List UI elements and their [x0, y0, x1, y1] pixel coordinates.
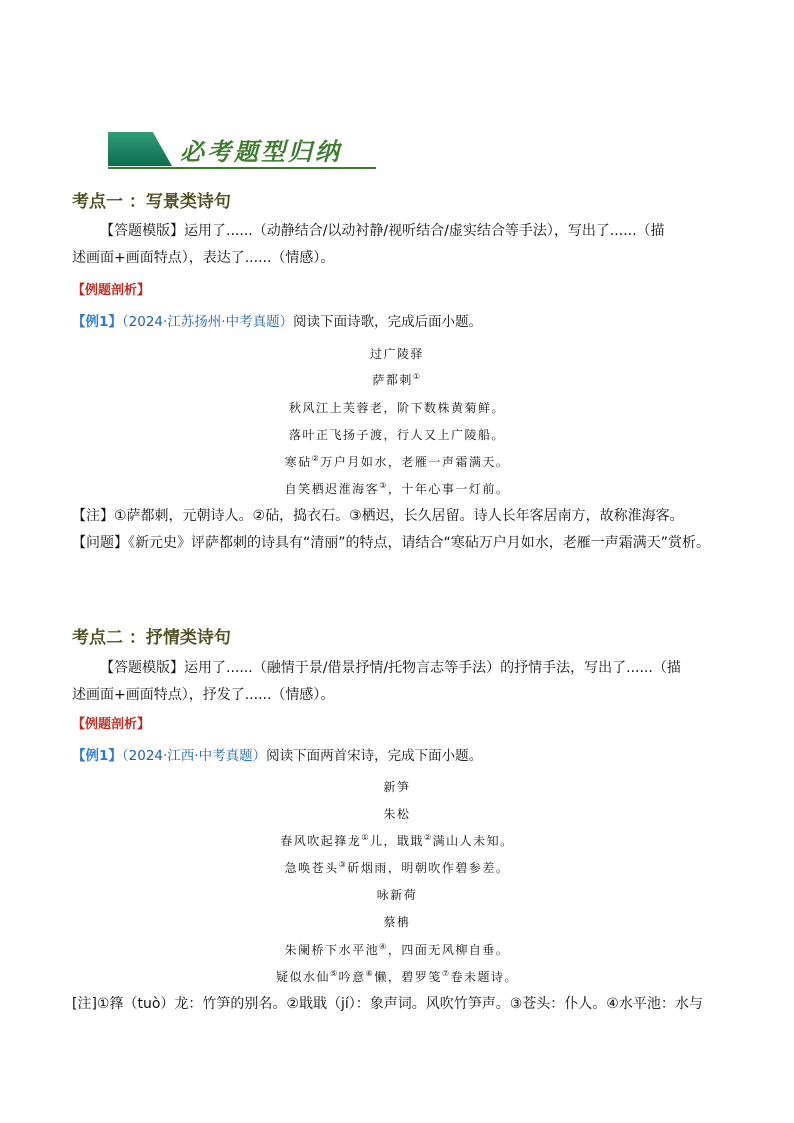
example-text: 阅读下面两首宋诗，完成下面小题。 — [266, 748, 483, 764]
template-line2: 述画面+画面特点），表达了......（情感）。 — [72, 250, 335, 266]
section2-note: [注]①箨（tuò）龙：竹笋的别名。②戢戢（jí）：象声词。风吹竹笋声。③苍头：仆人。④水平池：水与 — [72, 996, 703, 1012]
template-line1: 运用了......（融情于景/借景抒情/托物言志等手法）的抒情手法，写出了......（描 — [184, 660, 681, 676]
banner-shape — [108, 132, 172, 166]
poem1-author: 朱松 — [383, 807, 411, 821]
poem-author: 萨都刺① — [372, 372, 422, 387]
section2-template — [72, 655, 722, 709]
template-line1: 运用了......（动静结合/以动衬静/视听结合/虚实结合等手法），写出了......（描 — [184, 223, 665, 239]
example-source: （2024·江西·中考真题） — [121, 748, 267, 764]
banner-underline — [108, 167, 376, 169]
section1-note: 【注】①萨都刺，元朝诗人。②砧，捣衣石。③栖迟，长久居留。诗人长年客居南方，故称淮海客。 — [72, 508, 684, 524]
section1-question: 【问题】《新元史》评萨都刺的诗具有“清丽”的特点，请结合“寒砧万户月如水，老雁一声霜满天”赏析。 — [72, 535, 711, 551]
banner-title: 必考题型归纳 — [180, 137, 342, 166]
poem-line: 春风吹起箨龙①儿，戢戢②满山人未知。 — [280, 833, 514, 848]
example-tag: 【例1】 — [72, 748, 122, 764]
section1-heading: 考点一 ：写景类诗句 — [72, 192, 231, 212]
example-text: 阅读下面诗歌，完成后面小题。 — [293, 314, 483, 330]
template-label: 【答题模版】 — [100, 223, 184, 239]
poem-line: 自笑栖迟淮海客③，十年心事一灯前。 — [284, 481, 510, 496]
poem-line: 落叶正飞扬子渡，行人又上广陵船。 — [288, 428, 505, 442]
poem2-title: 咏新荷 — [376, 888, 418, 902]
poem-line: 朱阑桥下水平池④，四面无风柳自垂。 — [284, 942, 510, 957]
poem-line: 寒砧②万户月如水，老雁一声霜满天。 — [284, 454, 510, 469]
template-line2: 述画面+画面特点），抒发了......（情感）。 — [72, 687, 335, 703]
poem-title: 过广陵驿 — [369, 347, 424, 361]
poem2-author: 蔡柟 — [383, 915, 411, 929]
example-tag: 【例1】 — [72, 314, 122, 330]
section-banner — [108, 130, 376, 172]
template-label: 【答题模版】 — [100, 660, 184, 676]
section1-analysis-label: 【例题剖析】 — [72, 283, 151, 298]
section2-example — [72, 744, 482, 764]
poem-line: 秋风江上芙蓉老，阶下数株黄菊鲜。 — [288, 401, 505, 415]
section1-template — [72, 218, 722, 272]
section2-analysis-label: 【例题剖析】 — [72, 717, 151, 732]
example-source: （2024·江苏扬州·中考真题） — [121, 314, 294, 330]
poem-line: 疑似水仙⑤吟意⑥懒，碧罗笺⑦卷未题诗。 — [275, 969, 519, 984]
section1-example — [72, 310, 482, 330]
poem1-title: 新笋 — [383, 780, 411, 794]
section2-heading: 考点二 ：抒情类诗句 — [72, 628, 231, 648]
poem-line: 急唤苍头③斫烟雨，明朝吹作碧参差。 — [284, 860, 510, 875]
